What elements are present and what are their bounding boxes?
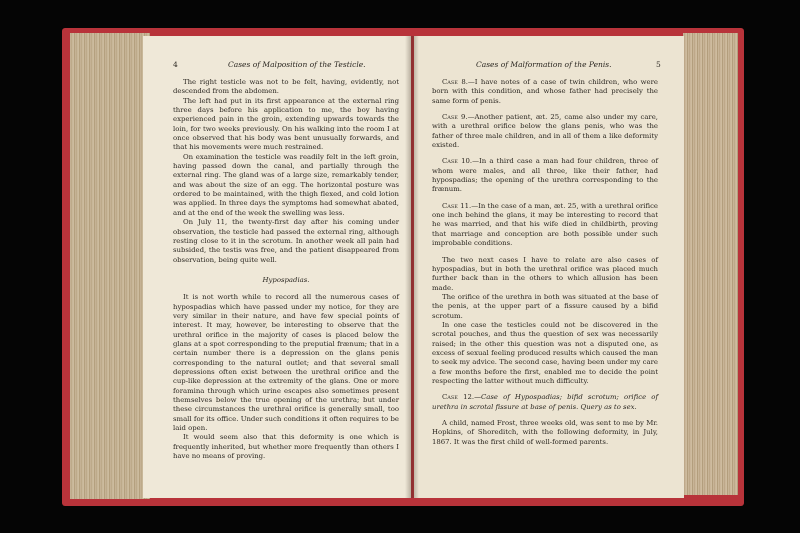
right-page-body	[432, 78, 658, 447]
paragraph: It would seem also that this deformity is one which is frequently inherited, but whether more frequently than others I have no means of proving.	[173, 433, 399, 461]
paragraph: The left had put in its first appearance at the external ring three days before his application to me, the boy having experienced pain in the groin, extending upwards towards the loin, for two weeks previously. On his walking into the room I at once observed that his body was bent unusually forwards, and that his movements were much restrained.	[173, 96, 399, 152]
case-text: —In a third case a man had four children, three of whom were males, and all three, like their father, had hypospadias; the opening of the urethra corresponding to the frænum.	[432, 157, 659, 194]
paragraph: It is not worth while to record all the numerous cases of hypospadias which have passed under my notice, for they are very similar in their nature, and have few special points of interest. It may, however, be interesting to observe that the urethral orifice in the majority of cases is placed below the glans at a spot corresponding to the preputial frænum; that in a certain number there is a depression on the glans penis corresponding to the natural outlet; and that several small depressions often exist between the urethral orifice and the cup-like depression at the extremity of the glans. One or more foramina through which urine escapes also sometimes present themselves below the true opening of the urethra; but under these circumstances the urethral orifice is generally small, too small for its office. Under such conditions it often requires to be laid open.	[173, 293, 399, 433]
right-running-head	[476, 60, 676, 69]
case-paragraph	[432, 202, 658, 249]
paragraph: A child, named Frost, three weeks old, was sent to me by Mr. Hopkins, of Shoreditch, with the following deformity, in July, 1867. It was the first child of well-formed parents.	[432, 419, 658, 446]
paragraph: The right testicle was not to be felt, having, evidently, not descended from the abdomen.	[173, 78, 399, 96]
paragraph: On July 11, the twenty-first day after his coming under observation, the testicle had passed the external ring, although resting close to it in the scrotum. In another week all pain had subsided, the testis was free, and the patient disappeared from observation, being quite well.	[173, 218, 399, 264]
case-title: —Case of Hypospadias; bifid scrotum; orifice of urethra in scrotal fissure at base of penis. Query as to sex.	[432, 393, 658, 411]
page-edges-left	[70, 33, 150, 499]
case-label: Case 8.	[442, 78, 468, 86]
left-page-body	[173, 78, 399, 461]
right-running-title: Cases of Malformation of the Penis.	[476, 60, 612, 69]
right-page	[414, 36, 684, 498]
paragraph: The orifice of the urethra in both was situated at the base of the penis, at the upper part of a fissure caused by a bifid scrotum.	[432, 292, 658, 320]
section-heading: Hypospadias.	[262, 275, 310, 284]
case-text: —I have notes of a case of twin children, who were born with this condition, and whose father had precisely the same form of penis.	[432, 78, 658, 105]
case-label: Case 10.	[442, 157, 473, 166]
book-gutter	[405, 36, 419, 498]
case-text: —In the case of a man, æt. 25, with a urethral orifice one inch behind the glans, it may be interesting to record that he was married, and that his wife died in childbirth, proving that marriage and conception are both possible under such improbable conditions.	[432, 201, 659, 248]
case-label: Case 11.	[442, 201, 472, 210]
case-paragraph	[432, 157, 658, 194]
case-label: Case 9.	[442, 113, 468, 122]
case-paragraph	[432, 393, 658, 412]
paragraph: In one case the testicles could not be discovered in the scrotal pouches, and thus the question of sex was necessarily raised; in the other this question was not a disputed one, as excess of sexual feeling produced results which caused the man to seek my advice. The second case, having been under my care a few months before the first, enabled me to decide the point respecting the latter without much difficulty.	[432, 320, 658, 385]
left-running-title: Cases of Malposition of the Testicle.	[228, 60, 366, 69]
paragraph: The two next cases I have to relate are also cases of hypospadias, but in both the urethral orifice was placed much further back than in the others to which allusion has been made.	[432, 255, 658, 292]
left-page	[143, 36, 411, 498]
left-page-number: 4	[173, 60, 178, 69]
case-paragraph	[432, 113, 658, 150]
paragraph: On examination the testicle was readily felt in the left groin, having passed down the canal, and partially through the external ring. The gland was of a large size, remarkably tender, and was about the size of an egg. The horizontal posture was ordered to be maintained, with the thigh flexed, and cold lotion was applied. In three days the symptoms had somewhat abated, and at the end of the week the swelling was less.	[173, 152, 399, 217]
case-text: —Another patient, æt. 25, came also under my care, with a urethral orifice below the glans penis, who was the father of three male children, and in all of them a like deformity existed.	[432, 113, 658, 150]
case-label: Case 12.	[442, 393, 475, 402]
case-paragraph	[432, 78, 658, 106]
page-edges-right	[683, 33, 738, 495]
right-page-number: 5	[656, 60, 661, 69]
